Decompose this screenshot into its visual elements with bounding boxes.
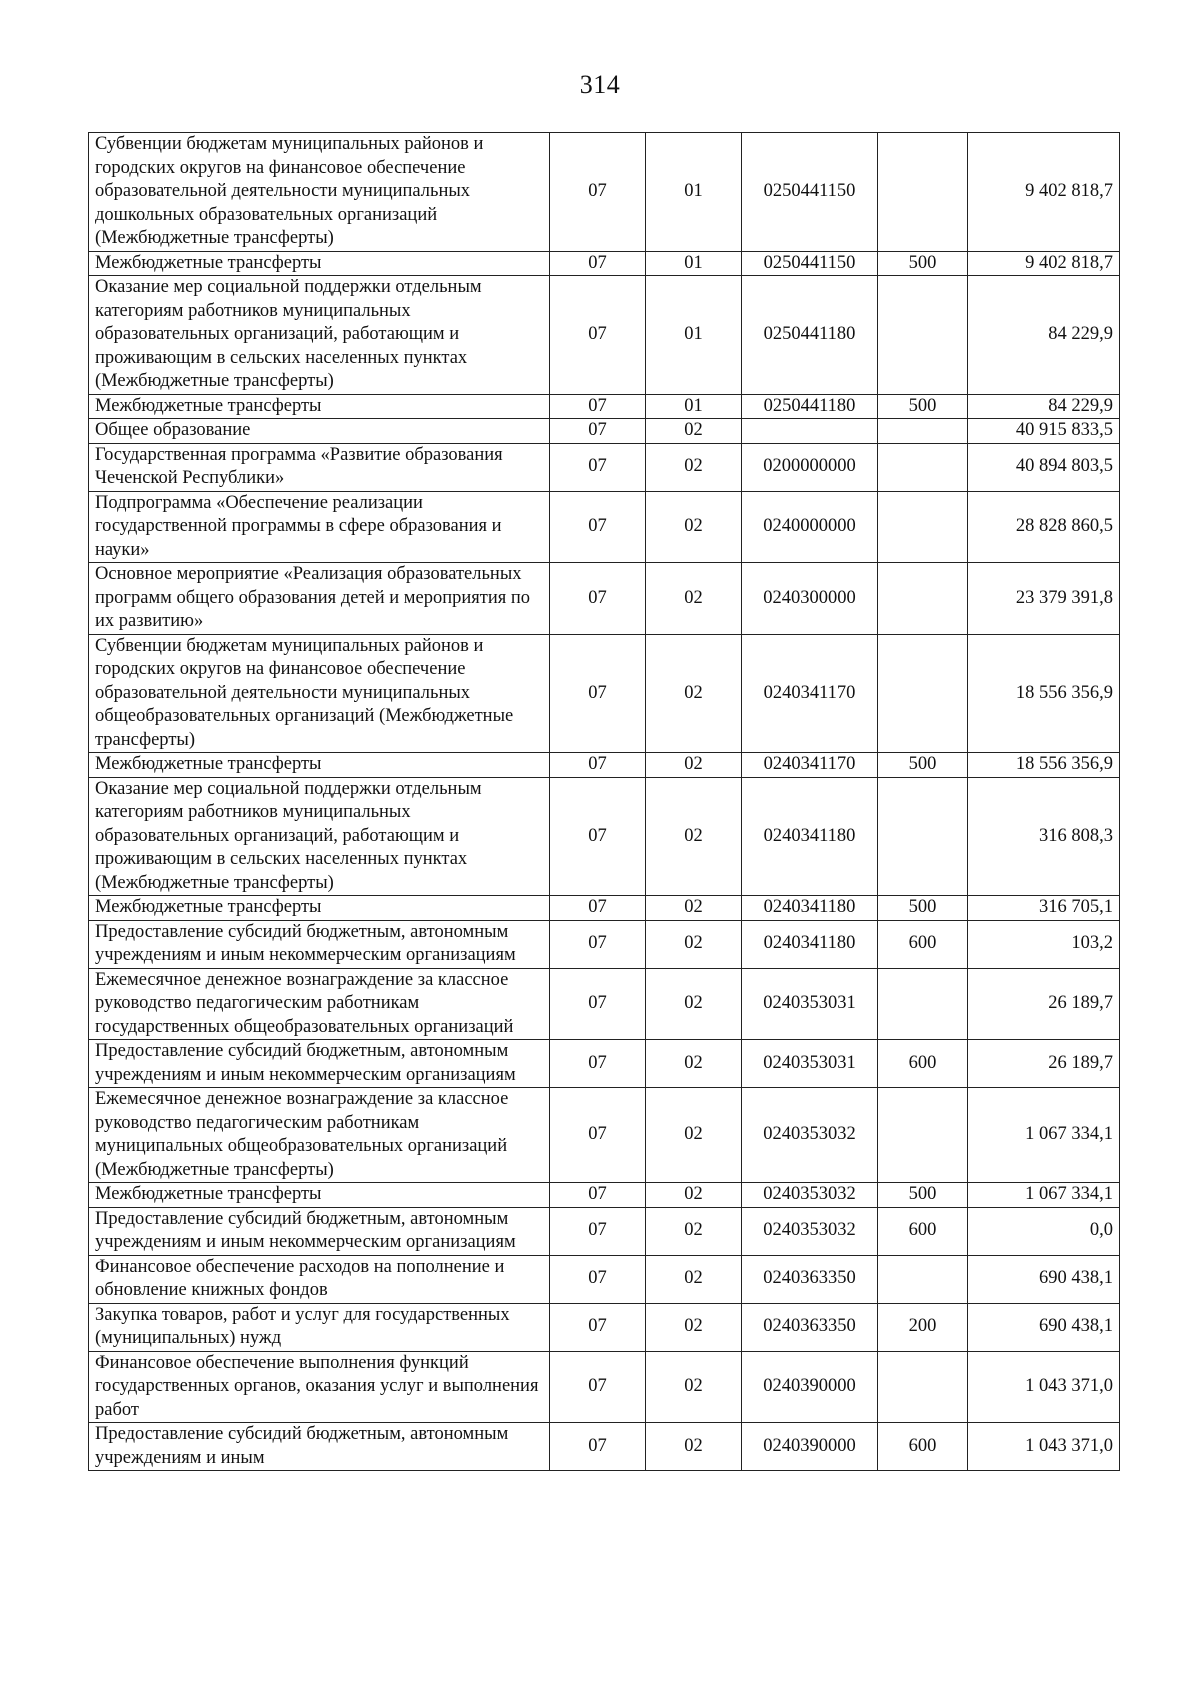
row-expense-type-cell: 500 [878,1183,968,1208]
row-amount-cell: 690 438,1 [968,1255,1120,1303]
row-section-cell: 07 [550,968,646,1040]
row-expense-type-cell [878,1255,968,1303]
row-subsection-cell: 02 [646,896,742,921]
row-name-cell: Межбюджетные трансферты [89,1183,550,1208]
row-subsection-cell: 02 [646,1207,742,1255]
row-name-cell: Государственная программа «Развитие образования Чеченской Республики» [89,443,550,491]
row-amount-cell: 40 894 803,5 [968,443,1120,491]
row-amount-cell: 0,0 [968,1207,1120,1255]
row-name-cell: Предоставление субсидий бюджетным, автономным учреждениям и иным [89,1423,550,1471]
row-target-article-cell: 0240353031 [742,968,878,1040]
row-section-cell: 07 [550,1351,646,1423]
row-expense-type-cell [878,443,968,491]
row-name-cell: Субвенции бюджетам муниципальных районов и городских округов на финансовое обеспечение образовательной деятельности муниципальных общеобразовательных организаций (Межбюджетные трансферты) [89,634,550,753]
row-amount-cell: 28 828 860,5 [968,491,1120,563]
row-section-cell: 07 [550,443,646,491]
row-expense-type-cell: 600 [878,1207,968,1255]
row-name-cell: Основное мероприятие «Реализация образовательных программ общего образования детей и мероприятия по их развитию» [89,563,550,635]
row-section-cell: 07 [550,491,646,563]
row-target-article-cell: 0240341170 [742,753,878,778]
row-amount-cell: 1 043 371,0 [968,1423,1120,1471]
row-target-article-cell: 0240341180 [742,896,878,921]
row-expense-type-cell: 600 [878,1423,968,1471]
row-target-article-cell [742,419,878,444]
row-name-cell: Межбюджетные трансферты [89,251,550,276]
row-target-article-cell: 0240341180 [742,777,878,896]
row-amount-cell: 84 229,9 [968,394,1120,419]
table-row [89,563,1120,635]
row-target-article-cell: 0240341180 [742,920,878,968]
table-row [89,753,1120,778]
row-subsection-cell: 02 [646,634,742,753]
row-subsection-cell: 02 [646,443,742,491]
table-row [89,1207,1120,1255]
row-name-cell: Субвенции бюджетам муниципальных районов и городских округов на финансовое обеспечение образовательной деятельности муниципальных дошкольных образовательных организаций (Межбюджетные трансферты) [89,133,550,252]
row-section-cell: 07 [550,1255,646,1303]
row-name-cell: Финансовое обеспечение расходов на пополнение и обновление книжных фондов [89,1255,550,1303]
row-name-cell: Оказание мер социальной поддержки отдельным категориям работников муниципальных образовательных организаций, работающим и проживающим в сельских населенных пунктах (Межбюджетные трансферты) [89,777,550,896]
row-amount-cell: 1 067 334,1 [968,1183,1120,1208]
row-subsection-cell: 02 [646,419,742,444]
row-subsection-cell: 02 [646,1040,742,1088]
row-expense-type-cell [878,777,968,896]
row-name-cell: Финансовое обеспечение выполнения функций государственных органов, оказания услуг и выполнения работ [89,1351,550,1423]
table-row [89,1255,1120,1303]
row-name-cell: Ежемесячное денежное вознаграждение за классное руководство педагогическим работникам государственных общеобразовательных организаций [89,968,550,1040]
table-row [89,1423,1120,1471]
row-target-article-cell: 0240353032 [742,1207,878,1255]
row-target-article-cell: 0240300000 [742,563,878,635]
row-expense-type-cell: 600 [878,920,968,968]
row-target-article-cell: 0240390000 [742,1423,878,1471]
row-section-cell: 07 [550,753,646,778]
row-name-cell: Предоставление субсидий бюджетным, автономным учреждениям и иным некоммерческим организациям [89,1040,550,1088]
row-section-cell: 07 [550,394,646,419]
row-expense-type-cell [878,563,968,635]
row-expense-type-cell [878,1351,968,1423]
budget-table [88,132,1120,1471]
row-amount-cell: 18 556 356,9 [968,634,1120,753]
row-section-cell: 07 [550,1423,646,1471]
row-subsection-cell: 01 [646,251,742,276]
row-subsection-cell: 02 [646,753,742,778]
row-subsection-cell: 01 [646,133,742,252]
row-amount-cell: 26 189,7 [968,968,1120,1040]
row-expense-type-cell: 600 [878,1040,968,1088]
table-row [89,491,1120,563]
budget-table-body [89,133,1120,1471]
row-amount-cell: 40 915 833,5 [968,419,1120,444]
table-row [89,251,1120,276]
table-row [89,443,1120,491]
row-subsection-cell: 02 [646,920,742,968]
row-expense-type-cell [878,634,968,753]
row-subsection-cell: 02 [646,1255,742,1303]
row-amount-cell: 26 189,7 [968,1040,1120,1088]
row-subsection-cell: 02 [646,563,742,635]
table-row [89,1040,1120,1088]
row-amount-cell: 103,2 [968,920,1120,968]
row-section-cell: 07 [550,896,646,921]
row-section-cell: 07 [550,1207,646,1255]
row-expense-type-cell [878,419,968,444]
row-section-cell: 07 [550,1088,646,1183]
row-target-article-cell: 0240390000 [742,1351,878,1423]
table-row [89,1088,1120,1183]
row-section-cell: 07 [550,777,646,896]
table-row [89,419,1120,444]
row-subsection-cell: 02 [646,1088,742,1183]
row-amount-cell: 690 438,1 [968,1303,1120,1351]
row-subsection-cell: 02 [646,1303,742,1351]
row-name-cell: Предоставление субсидий бюджетным, автономным учреждениям и иным некоммерческим организациям [89,1207,550,1255]
row-section-cell: 07 [550,133,646,252]
row-amount-cell: 9 402 818,7 [968,133,1120,252]
table-row [89,968,1120,1040]
table-row [89,777,1120,896]
row-name-cell: Общее образование [89,419,550,444]
row-amount-cell: 23 379 391,8 [968,563,1120,635]
table-row [89,133,1120,252]
row-subsection-cell: 01 [646,394,742,419]
row-amount-cell: 9 402 818,7 [968,251,1120,276]
row-target-article-cell: 0240353031 [742,1040,878,1088]
row-target-article-cell: 0240353032 [742,1183,878,1208]
row-expense-type-cell [878,491,968,563]
row-name-cell: Предоставление субсидий бюджетным, автономным учреждениям и иным некоммерческим организациям [89,920,550,968]
row-name-cell: Межбюджетные трансферты [89,753,550,778]
row-subsection-cell: 02 [646,491,742,563]
row-expense-type-cell [878,276,968,395]
row-amount-cell: 84 229,9 [968,276,1120,395]
row-section-cell: 07 [550,1040,646,1088]
row-name-cell: Межбюджетные трансферты [89,896,550,921]
table-row [89,1351,1120,1423]
table-row [89,1183,1120,1208]
row-section-cell: 07 [550,276,646,395]
table-row [89,920,1120,968]
row-section-cell: 07 [550,1303,646,1351]
row-target-article-cell: 0250441180 [742,394,878,419]
row-target-article-cell: 0240000000 [742,491,878,563]
row-target-article-cell: 0200000000 [742,443,878,491]
row-target-article-cell: 0250441150 [742,251,878,276]
row-section-cell: 07 [550,563,646,635]
row-subsection-cell: 02 [646,968,742,1040]
row-expense-type-cell: 500 [878,394,968,419]
table-row [89,634,1120,753]
row-amount-cell: 316 808,3 [968,777,1120,896]
row-expense-type-cell: 200 [878,1303,968,1351]
row-section-cell: 07 [550,251,646,276]
row-name-cell: Ежемесячное денежное вознаграждение за классное руководство педагогическим работникам муниципальных общеобразовательных организаций (Межбюджетные трансферты) [89,1088,550,1183]
row-name-cell: Оказание мер социальной поддержки отдельным категориям работников муниципальных образовательных организаций, работающим и проживающим в сельских населенных пунктах (Межбюджетные трансферты) [89,276,550,395]
row-target-article-cell: 0250441180 [742,276,878,395]
row-target-article-cell: 0240341170 [742,634,878,753]
row-amount-cell: 1 043 371,0 [968,1351,1120,1423]
table-row [89,394,1120,419]
row-target-article-cell: 0240363350 [742,1255,878,1303]
row-target-article-cell: 0250441150 [742,133,878,252]
row-section-cell: 07 [550,419,646,444]
row-name-cell: Закупка товаров, работ и услуг для государственных (муниципальных) нужд [89,1303,550,1351]
row-subsection-cell: 02 [646,1183,742,1208]
row-amount-cell: 316 705,1 [968,896,1120,921]
row-expense-type-cell: 500 [878,896,968,921]
table-row [89,1303,1120,1351]
row-name-cell: Межбюджетные трансферты [89,394,550,419]
table-row [89,276,1120,395]
row-expense-type-cell [878,133,968,252]
row-subsection-cell: 02 [646,777,742,896]
row-target-article-cell: 0240353032 [742,1088,878,1183]
row-expense-type-cell: 500 [878,251,968,276]
row-expense-type-cell [878,1088,968,1183]
row-subsection-cell: 02 [646,1351,742,1423]
row-amount-cell: 1 067 334,1 [968,1088,1120,1183]
row-section-cell: 07 [550,920,646,968]
row-name-cell: Подпрограмма «Обеспечение реализации государственной программы в сфере образования и науки» [89,491,550,563]
row-section-cell: 07 [550,1183,646,1208]
row-amount-cell: 18 556 356,9 [968,753,1120,778]
row-expense-type-cell [878,968,968,1040]
row-subsection-cell: 01 [646,276,742,395]
row-target-article-cell: 0240363350 [742,1303,878,1351]
table-row [89,896,1120,921]
page-number: 314 [579,70,621,99]
row-section-cell: 07 [550,634,646,753]
row-subsection-cell: 02 [646,1423,742,1471]
row-expense-type-cell: 500 [878,753,968,778]
